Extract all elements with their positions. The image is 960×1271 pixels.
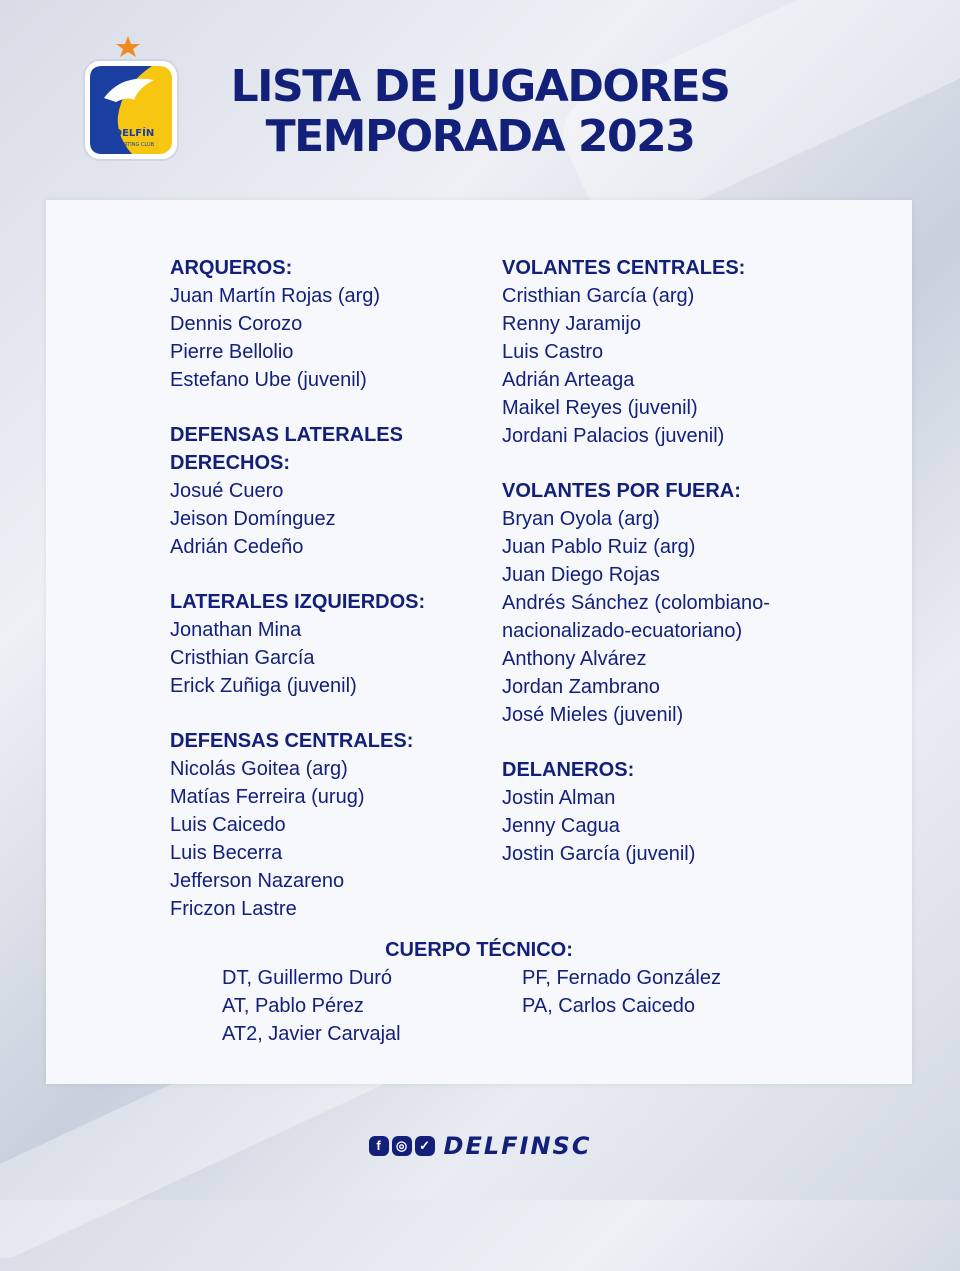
player-name: Bryan Oyola (arg)	[502, 508, 660, 530]
player-name: Jeison Domínguez	[170, 508, 336, 530]
player-name: Jordani Palacios (juvenil)	[502, 425, 725, 447]
logo-subtext: SPORTING CLUB	[113, 142, 155, 148]
player-name: Jefferson Nazareno	[170, 870, 345, 892]
staff-member: AT2, Javier Carvajal	[222, 1023, 401, 1045]
player-name: Luis Castro	[502, 341, 604, 363]
position-section	[170, 254, 510, 394]
page-title	[200, 62, 760, 162]
social-handle: DELFINSC	[443, 1132, 592, 1160]
section-heading: DEFENSAS LATERALES DERECHOS:	[170, 424, 403, 474]
player-name: Anthony Alvárez	[502, 648, 647, 670]
staff-right-column	[522, 964, 721, 1020]
player-name: Matías Ferreira (urug)	[170, 786, 365, 808]
player-name: Pierre Bellolio	[170, 341, 294, 363]
section-heading: DELANEROS:	[502, 759, 635, 781]
instagram-icon[interactable]: ◎	[392, 1136, 412, 1156]
title-line-2: TEMPORADA 2023	[265, 111, 695, 162]
position-section	[502, 477, 882, 729]
player-name: Juan Martín Rojas (arg)	[170, 285, 381, 307]
position-section	[502, 756, 882, 868]
logo-text: DELFÍN	[113, 128, 155, 139]
player-name: Jostin García (juvenil)	[502, 843, 696, 865]
facebook-icon[interactable]: f	[369, 1136, 389, 1156]
player-name: Josué Cuero	[170, 480, 284, 502]
roster-left-column	[170, 254, 510, 950]
player-name: Friczon Lastre	[170, 898, 297, 920]
position-section	[170, 588, 510, 700]
player-name: Nicolás Goitea (arg)	[170, 758, 348, 780]
section-heading: LATERALES IZQUIERDOS:	[170, 591, 426, 613]
roster-right-column	[502, 254, 882, 895]
player-name: Estefano Ube (juvenil)	[170, 369, 367, 391]
player-name: Jostin Alman	[502, 787, 616, 809]
player-name: Jonathan Mina	[170, 619, 302, 641]
player-name: Jordan Zambrano	[502, 676, 660, 698]
staff-member: PF, Fernado González	[522, 967, 721, 989]
player-name: Jenny Cagua	[502, 815, 620, 837]
position-section	[170, 727, 510, 923]
player-name: José Mieles (juvenil)	[502, 704, 684, 726]
section-heading: DEFENSAS CENTRALES:	[170, 730, 414, 752]
player-name: Luis Caicedo	[170, 814, 286, 836]
section-heading: ARQUEROS:	[170, 257, 293, 279]
player-name: Andrés Sánchez (colombiano-nacionalizado-ecuatoriano)	[502, 592, 770, 642]
player-name: Dennis Corozo	[170, 313, 303, 335]
player-name: Adrián Arteaga	[502, 369, 635, 391]
section-heading: VOLANTES POR FUERA:	[502, 480, 741, 502]
section-heading: VOLANTES CENTRALES:	[502, 257, 746, 279]
staff-member: DT, Guillermo Duró	[222, 967, 393, 989]
player-name: Erick Zuñiga (juvenil)	[170, 675, 357, 697]
star-icon	[116, 36, 140, 57]
staff-heading: CUERPO TÉCNICO:	[385, 939, 573, 961]
social-footer	[0, 1130, 960, 1162]
twitter-icon[interactable]: ✓	[415, 1136, 435, 1156]
position-section	[170, 421, 510, 561]
staff-member: AT, Pablo Pérez	[222, 995, 364, 1017]
player-name: Cristhian García	[170, 647, 315, 669]
delfin-logo	[82, 36, 180, 164]
player-name: Cristhian García (arg)	[502, 285, 695, 307]
staff-left-column	[222, 964, 401, 1048]
position-section	[502, 254, 882, 450]
title-line-1: LISTA DE JUGADORES	[230, 61, 730, 112]
player-name: Luis Becerra	[170, 842, 283, 864]
player-name: Adrián Cedeño	[170, 536, 304, 558]
staff-member: PA, Carlos Caicedo	[522, 995, 696, 1017]
player-name: Maikel Reyes (juvenil)	[502, 397, 698, 419]
roster-card	[46, 200, 912, 1084]
player-name: Renny Jaramijo	[502, 313, 641, 335]
player-name: Juan Diego Rojas	[502, 564, 660, 586]
player-name: Juan Pablo Ruiz (arg)	[502, 536, 696, 558]
